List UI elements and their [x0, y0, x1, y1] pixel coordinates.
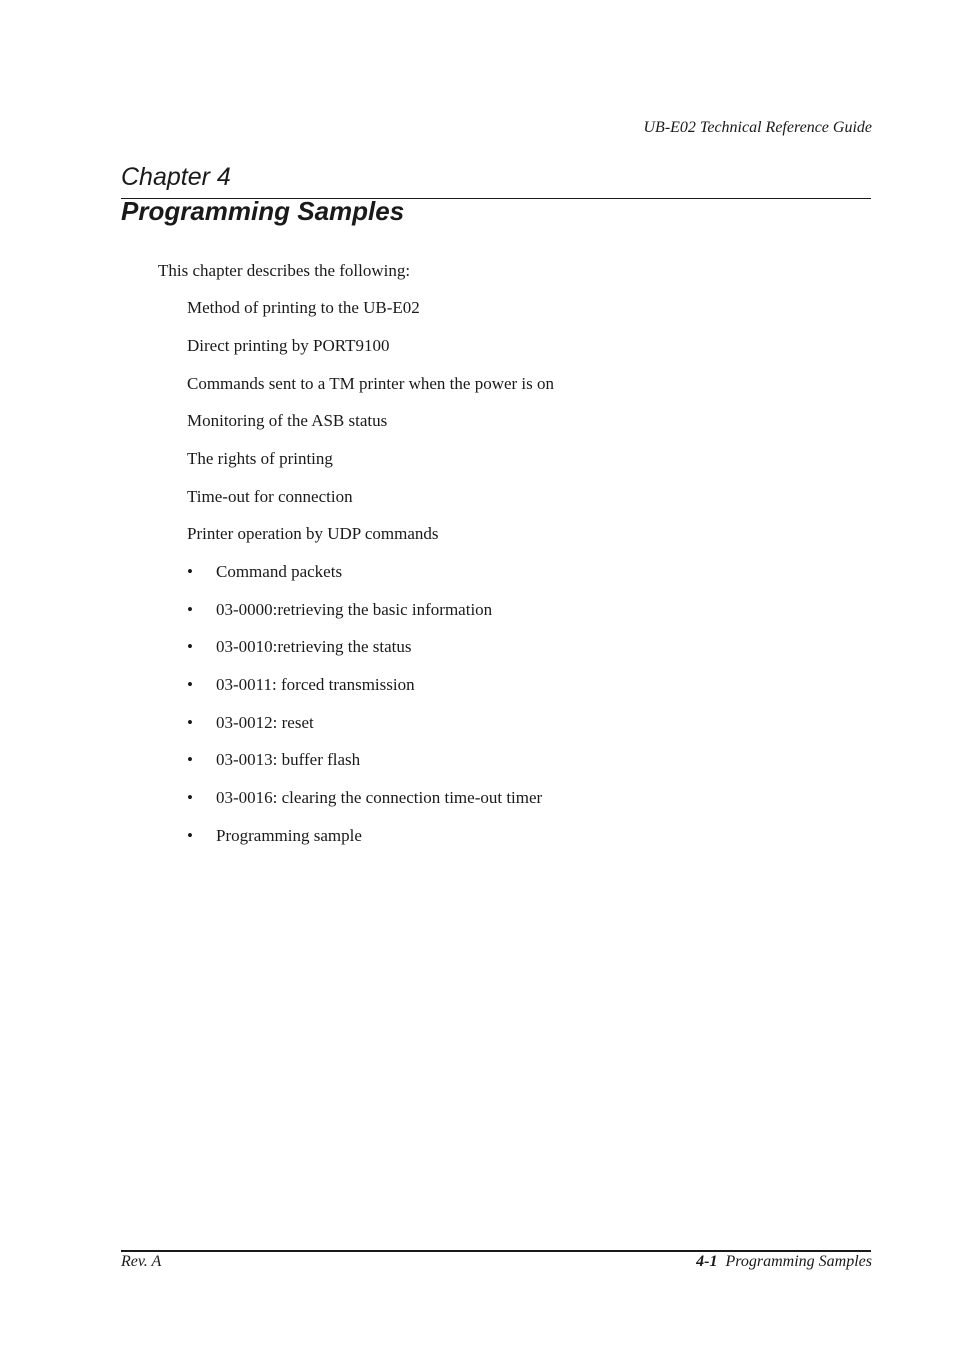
page-number: 4-1 [696, 1253, 718, 1270]
topic-item: The rights of printing [187, 449, 333, 468]
sub-item-text: 03-0013: buffer flash [216, 750, 361, 769]
bullet-icon: • [187, 637, 193, 656]
chapter-label: Chapter 4 [121, 163, 231, 191]
bullet-icon: • [187, 562, 193, 581]
topic-item: Monitoring of the ASB status [187, 411, 388, 430]
sub-item-text: 03-0016: clearing the connection time-out timer [216, 788, 543, 807]
topic-item: Commands sent to a TM printer when the power is on [187, 374, 555, 393]
footer-rule [121, 1250, 871, 1252]
footer-page-info [696, 1253, 872, 1271]
sub-item-text: Command packets [216, 562, 343, 581]
sub-item-text: 03-0011: forced transmission [216, 675, 415, 694]
sub-item-text: Programming sample [216, 826, 362, 845]
bullet-icon: • [187, 750, 193, 769]
intro-text: This chapter describes the following: [158, 261, 411, 280]
bullet-icon: • [187, 788, 193, 807]
sub-item-text: 03-0010:retrieving the status [216, 637, 412, 656]
footer-revision: Rev. A [121, 1253, 162, 1270]
bullet-icon: • [187, 600, 193, 619]
topic-item: Direct printing by PORT9100 [187, 336, 390, 355]
running-header: UB-E02 Technical Reference Guide [643, 119, 872, 136]
topic-item: Method of printing to the UB-E02 [187, 298, 420, 317]
topic-item: Printer operation by UDP commands [187, 524, 439, 543]
topic-item: Time-out for connection [187, 487, 353, 506]
chapter-title: Programming Samples [121, 196, 405, 226]
sub-item-text: 03-0012: reset [216, 713, 314, 732]
bullet-icon: • [187, 675, 193, 694]
sub-item-text: 03-0000:retrieving the basic information [216, 600, 493, 619]
bullet-icon: • [187, 713, 193, 732]
footer-section-title: Programming Samples [725, 1253, 872, 1270]
bullet-icon: • [187, 826, 193, 845]
